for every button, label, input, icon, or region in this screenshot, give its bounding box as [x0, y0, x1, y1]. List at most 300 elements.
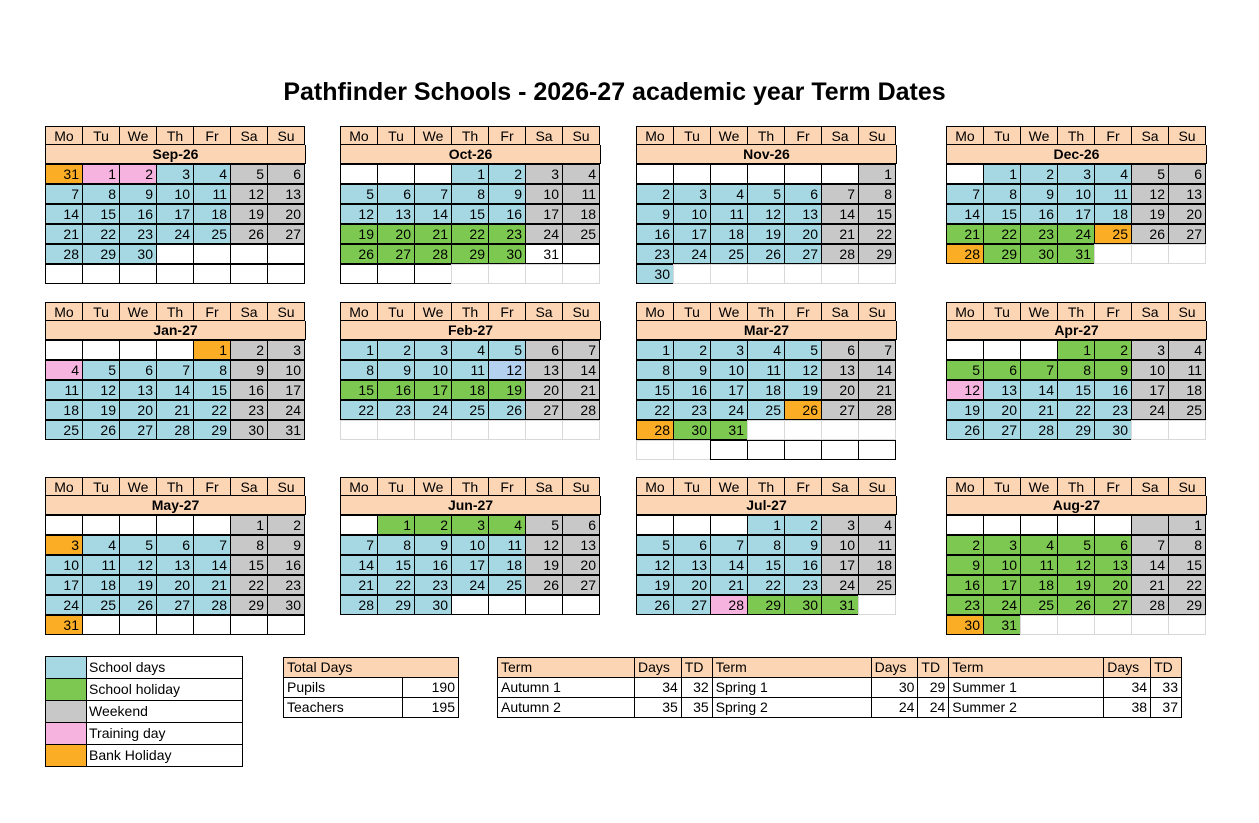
empty-day-cell: [1020, 515, 1058, 535]
weekday-header: Mo: [946, 477, 984, 496]
empty-day-cell: [340, 515, 378, 535]
day-cell: 3: [1131, 340, 1169, 360]
legend-label: School days: [89, 659, 166, 675]
day-cell: 17: [451, 555, 489, 575]
empty-grid-cell: [747, 264, 785, 284]
term-td: 24: [918, 698, 949, 718]
day-cell: 22: [747, 575, 785, 595]
weekday-header-row: [340, 477, 601, 496]
day-cell: 10: [525, 184, 563, 204]
day-cell: 28: [1131, 595, 1169, 615]
day-cell: 7: [414, 184, 452, 204]
day-cell: 16: [946, 575, 984, 595]
empty-grid-cell: [525, 264, 563, 284]
day-cell: 13: [267, 184, 305, 204]
day-cell: 9: [1020, 184, 1058, 204]
day-cell: 4: [45, 360, 83, 380]
weekday-header: Mo: [636, 302, 674, 321]
day-cell: 18: [193, 204, 231, 224]
week-row: [946, 401, 1207, 420]
day-cell: 9: [230, 360, 268, 380]
weekday-header: Su: [858, 477, 896, 496]
day-cell: 11: [82, 555, 120, 575]
day-cell: 7: [710, 535, 748, 555]
empty-day-cell: [1020, 340, 1058, 360]
empty-grid-cell: [377, 420, 415, 440]
day-cell: 19: [119, 575, 157, 595]
day-cell: 31: [45, 615, 83, 635]
day-cell: 25: [747, 400, 785, 420]
weekday-header: Mo: [45, 126, 83, 145]
day-cell: 22: [451, 224, 489, 244]
weekday-header: Th: [451, 477, 489, 496]
day-cell: 27: [562, 575, 600, 595]
day-cell: 21: [414, 224, 452, 244]
day-cell: 5: [119, 535, 157, 555]
empty-day-cell: [710, 515, 748, 535]
empty-grid-cell: [784, 420, 822, 440]
day-cell: 31: [267, 420, 305, 440]
day-cell: 14: [1131, 555, 1169, 575]
day-cell: 4: [858, 515, 896, 535]
weekday-header-row: [340, 302, 601, 321]
day-cell: 16: [488, 204, 526, 224]
week-row: [45, 225, 306, 244]
day-cell: 26: [1131, 224, 1169, 244]
empty-day-cell: [119, 515, 157, 535]
weekday-header: Fr: [193, 302, 231, 321]
day-cell: 12: [230, 184, 268, 204]
day-cell: 12: [488, 360, 526, 380]
empty-day-cell: [82, 615, 120, 635]
day-cell: 13: [1168, 184, 1206, 204]
empty-grid-cell: [562, 264, 600, 284]
day-cell: 10: [983, 555, 1021, 575]
weekday-header: Su: [562, 302, 600, 321]
day-cell: 25: [710, 244, 748, 264]
day-cell: 11: [45, 380, 83, 400]
day-cell: 31: [821, 595, 859, 615]
weekday-header: Fr: [488, 477, 526, 496]
term-name: Summer 1: [949, 678, 1104, 698]
day-cell: 8: [1057, 360, 1095, 380]
day-cell: 2: [1020, 164, 1058, 184]
week-row: [636, 536, 897, 555]
legend-swatch: [46, 723, 87, 744]
empty-day-cell: [747, 440, 785, 460]
month-name: Oct-26: [340, 145, 601, 164]
day-cell: 21: [1020, 400, 1058, 420]
day-cell: 7: [156, 360, 194, 380]
term-header: Term: [712, 658, 871, 678]
day-cell: 21: [946, 224, 984, 244]
day-cell: 19: [1057, 575, 1095, 595]
day-cell: 24: [267, 400, 305, 420]
day-cell: 26: [119, 595, 157, 615]
day-cell: 15: [377, 555, 415, 575]
days-header: Days: [871, 658, 918, 678]
day-cell: 28: [562, 400, 600, 420]
day-cell: 1: [82, 164, 120, 184]
day-cell: 21: [1131, 575, 1169, 595]
empty-grid-cell: [1057, 615, 1095, 635]
week-row: [45, 536, 306, 555]
day-cell: 21: [193, 575, 231, 595]
weekday-header-row: [636, 477, 897, 496]
day-cell: 7: [562, 340, 600, 360]
day-cell: 28: [946, 244, 984, 264]
empty-day-cell: [488, 595, 526, 615]
weekday-header: Sa: [525, 302, 563, 321]
day-cell: 20: [562, 555, 600, 575]
week-row: [45, 361, 306, 380]
weekday-header: Th: [1057, 302, 1095, 321]
day-cell: 18: [82, 575, 120, 595]
empty-day-cell: [636, 515, 674, 535]
empty-day-cell: [451, 595, 489, 615]
empty-day-cell: [267, 615, 305, 635]
month-sep-26: [45, 126, 306, 284]
day-cell: 18: [1020, 575, 1058, 595]
week-row: [636, 596, 897, 615]
day-cell: 3: [267, 340, 305, 360]
empty-day-cell: [156, 244, 194, 264]
day-cell: 22: [230, 575, 268, 595]
day-cell: 8: [983, 184, 1021, 204]
empty-grid-cell: [525, 420, 563, 440]
day-cell: 7: [1020, 360, 1058, 380]
day-cell: 15: [983, 204, 1021, 224]
day-cell: 20: [156, 575, 194, 595]
empty-day-cell: [156, 264, 194, 284]
day-cell: 27: [821, 400, 859, 420]
empty-day-cell: [193, 244, 231, 264]
month-name: Sep-26: [45, 145, 306, 164]
day-cell: 6: [821, 340, 859, 360]
day-cell: 9: [1094, 360, 1132, 380]
month-name: Jan-27: [45, 321, 306, 340]
empty-grid-cell: [858, 595, 896, 615]
day-cell: 28: [636, 420, 674, 440]
empty-day-cell: [45, 515, 83, 535]
week-row: [340, 341, 601, 360]
day-cell: 4: [1020, 535, 1058, 555]
terms-table: [497, 657, 1182, 718]
day-cell: 28: [858, 400, 896, 420]
empty-day-cell: [414, 164, 452, 184]
day-cell: 19: [340, 224, 378, 244]
day-cell: 20: [983, 400, 1021, 420]
day-cell: 8: [858, 184, 896, 204]
weekday-header: Su: [562, 126, 600, 145]
weekday-header: Mo: [340, 302, 378, 321]
day-cell: 1: [983, 164, 1021, 184]
day-cell: 19: [784, 380, 822, 400]
month-name: May-27: [45, 496, 306, 515]
weekday-header-row: [636, 302, 897, 321]
day-cell: 28: [45, 244, 83, 264]
day-cell: 2: [946, 535, 984, 555]
weekday-header: We: [1020, 477, 1058, 496]
weekday-header: Tu: [673, 126, 711, 145]
day-cell: 29: [858, 244, 896, 264]
empty-day-cell: [946, 164, 984, 184]
day-cell: 5: [747, 184, 785, 204]
day-cell: 3: [1057, 164, 1095, 184]
day-cell: 19: [488, 380, 526, 400]
weekday-header: Fr: [1094, 477, 1132, 496]
weekday-header: Su: [267, 302, 305, 321]
day-cell: 1: [747, 515, 785, 535]
week-row: [636, 516, 897, 535]
day-cell: 25: [488, 575, 526, 595]
total-days-label: Teachers: [284, 698, 403, 718]
day-cell: 12: [1131, 184, 1169, 204]
term-days: 35: [635, 698, 682, 718]
week-row: [636, 205, 897, 224]
weekday-header: Sa: [525, 126, 563, 145]
week-row: [946, 576, 1207, 595]
weekday-header: Su: [562, 477, 600, 496]
empty-day-cell: [267, 264, 305, 284]
month-name: Apr-27: [946, 321, 1207, 340]
day-cell: 14: [45, 204, 83, 224]
day-cell: 31: [45, 164, 83, 184]
weekday-header: Sa: [1131, 302, 1169, 321]
legend-label: Bank Holiday: [89, 747, 172, 763]
day-cell: 8: [230, 535, 268, 555]
day-cell: 17: [525, 204, 563, 224]
day-cell: 14: [340, 555, 378, 575]
day-cell: 21: [340, 575, 378, 595]
weekday-header: Tu: [983, 302, 1021, 321]
day-cell: 23: [1020, 224, 1058, 244]
day-cell: 31: [525, 244, 563, 264]
day-cell: 29: [983, 244, 1021, 264]
empty-day-cell: [983, 515, 1021, 535]
empty-day-cell: [377, 264, 415, 284]
weekday-header: Mo: [45, 477, 83, 496]
week-row: [946, 185, 1207, 204]
day-cell: 23: [119, 224, 157, 244]
day-cell: 8: [340, 360, 378, 380]
weekday-header: Su: [267, 477, 305, 496]
day-cell: 14: [821, 204, 859, 224]
day-cell: 14: [562, 360, 600, 380]
empty-day-cell: [821, 440, 859, 460]
day-cell: 30: [673, 420, 711, 440]
week-row: [636, 245, 897, 264]
week-row: [340, 245, 601, 264]
day-cell: 2: [119, 164, 157, 184]
week-row: [340, 421, 601, 440]
term-td: 33: [1151, 678, 1182, 698]
empty-grid-cell: [1168, 420, 1206, 440]
day-cell: 24: [1057, 224, 1095, 244]
month-dec-26: [946, 126, 1207, 264]
term-name: Summer 2: [949, 698, 1104, 718]
term-days: 38: [1104, 698, 1151, 718]
day-cell: 16: [119, 204, 157, 224]
empty-day-cell: [636, 164, 674, 184]
empty-grid-cell: [784, 264, 822, 284]
day-cell: 13: [784, 204, 822, 224]
weekday-header: Su: [1168, 126, 1206, 145]
day-cell: 22: [193, 400, 231, 420]
day-cell: 6: [525, 340, 563, 360]
day-cell: 7: [45, 184, 83, 204]
day-cell: 13: [562, 535, 600, 555]
day-cell: 23: [488, 224, 526, 244]
day-cell: 17: [414, 380, 452, 400]
empty-day-cell: [562, 595, 600, 615]
terms-header-row: [498, 658, 1182, 678]
week-row: [636, 421, 897, 440]
day-cell: 15: [451, 204, 489, 224]
legend-item: [45, 722, 243, 745]
day-cell: 8: [193, 360, 231, 380]
day-cell: 21: [710, 575, 748, 595]
week-row: [45, 341, 306, 360]
week-row: [45, 381, 306, 400]
day-cell: 29: [193, 420, 231, 440]
empty-day-cell: [747, 164, 785, 184]
empty-day-cell: [710, 164, 748, 184]
day-cell: 24: [525, 224, 563, 244]
day-cell: 19: [82, 400, 120, 420]
week-row: [45, 596, 306, 615]
day-cell: 15: [340, 380, 378, 400]
day-cell: 10: [673, 204, 711, 224]
day-cell: 29: [230, 595, 268, 615]
day-cell: 25: [1094, 224, 1132, 244]
day-cell: 16: [414, 555, 452, 575]
day-cell: 26: [488, 400, 526, 420]
empty-grid-cell: [710, 264, 748, 284]
empty-grid-cell: [1094, 244, 1132, 264]
day-cell: 1: [193, 340, 231, 360]
week-row: [45, 616, 306, 635]
day-cell: 25: [193, 224, 231, 244]
day-cell: 17: [710, 380, 748, 400]
term-days: 34: [1104, 678, 1151, 698]
td-header: TD: [681, 658, 712, 678]
month-mar-27: [636, 302, 897, 460]
month-jun-27: [340, 477, 601, 615]
week-row: [45, 421, 306, 440]
month-nov-26: [636, 126, 897, 284]
day-cell: 10: [414, 360, 452, 380]
weekday-header-row: [636, 126, 897, 145]
day-cell: 6: [983, 360, 1021, 380]
day-cell: 22: [82, 224, 120, 244]
day-cell: 9: [636, 204, 674, 224]
day-cell: 6: [1168, 164, 1206, 184]
day-cell: 15: [82, 204, 120, 224]
day-cell: 16: [1020, 204, 1058, 224]
week-row: [946, 421, 1207, 440]
weekday-header: Mo: [636, 477, 674, 496]
day-cell: 30: [946, 615, 984, 635]
week-row: [946, 616, 1207, 635]
weekday-header: Su: [1168, 302, 1206, 321]
day-cell: 3: [673, 184, 711, 204]
empty-grid-cell: [673, 264, 711, 284]
weekday-header: We: [414, 126, 452, 145]
day-cell: 3: [983, 535, 1021, 555]
weekday-header: Mo: [45, 302, 83, 321]
day-cell: 12: [636, 555, 674, 575]
empty-grid-cell: [451, 420, 489, 440]
day-cell: 14: [414, 204, 452, 224]
day-cell: 14: [858, 360, 896, 380]
day-cell: 23: [267, 575, 305, 595]
day-cell: 20: [784, 224, 822, 244]
day-cell: 26: [636, 595, 674, 615]
day-cell: 19: [636, 575, 674, 595]
day-cell: 10: [710, 360, 748, 380]
weekday-header: Th: [747, 302, 785, 321]
legend-item: [45, 700, 243, 723]
day-cell: 27: [377, 244, 415, 264]
weekday-header: Th: [1057, 477, 1095, 496]
day-cell: 18: [747, 380, 785, 400]
day-cell: 30: [1020, 244, 1058, 264]
day-cell: 29: [747, 595, 785, 615]
empty-day-cell: [562, 244, 600, 264]
month-name: Dec-26: [946, 145, 1207, 164]
day-cell: 12: [946, 380, 984, 400]
day-cell: 10: [451, 535, 489, 555]
empty-grid-cell: [1020, 615, 1058, 635]
term-td: 29: [918, 678, 949, 698]
weekday-header: Su: [267, 126, 305, 145]
weekday-header: Tu: [377, 126, 415, 145]
day-cell: 6: [1094, 535, 1132, 555]
empty-grid-cell: [1131, 615, 1169, 635]
day-cell: 20: [673, 575, 711, 595]
day-cell: 20: [821, 380, 859, 400]
week-row: [340, 265, 601, 284]
day-cell: 30: [230, 420, 268, 440]
week-row: [946, 381, 1207, 400]
weekday-header: Th: [747, 126, 785, 145]
month-jul-27: [636, 477, 897, 615]
day-cell: 11: [193, 184, 231, 204]
empty-day-cell: [983, 340, 1021, 360]
day-cell: 5: [82, 360, 120, 380]
day-cell: 24: [45, 595, 83, 615]
day-cell: 31: [710, 420, 748, 440]
weekday-header: Sa: [821, 477, 859, 496]
empty-day-cell: [193, 615, 231, 635]
day-cell: 22: [858, 224, 896, 244]
day-cell: 23: [636, 244, 674, 264]
weekday-header: Sa: [821, 126, 859, 145]
day-cell: 29: [451, 244, 489, 264]
day-cell: 27: [1168, 224, 1206, 244]
legend-item: [45, 678, 243, 701]
day-cell: 19: [525, 555, 563, 575]
day-cell: 13: [673, 555, 711, 575]
empty-grid-cell: [1094, 615, 1132, 635]
day-cell: 22: [377, 575, 415, 595]
day-cell: 1: [451, 164, 489, 184]
legend-swatch: [46, 679, 87, 700]
day-cell: 23: [414, 575, 452, 595]
day-cell: 27: [156, 595, 194, 615]
day-cell: 25: [562, 224, 600, 244]
